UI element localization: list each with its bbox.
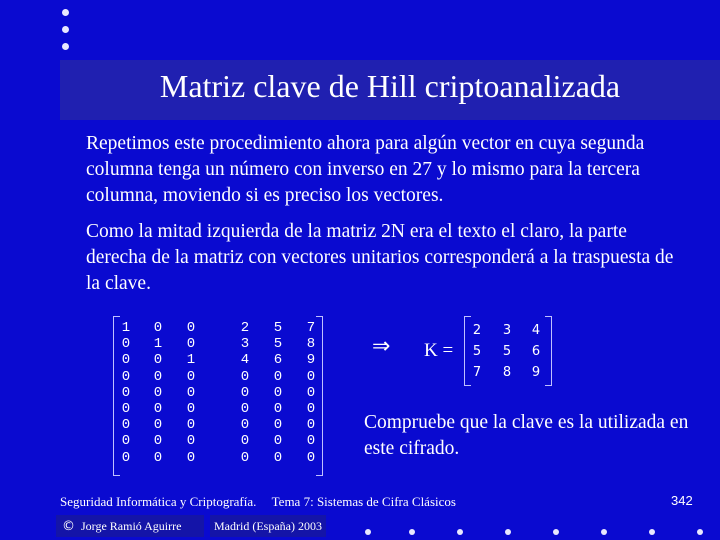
matrix-cell: 0: [153, 352, 163, 369]
matrix-cell: 0: [153, 384, 163, 401]
decorative-dot: [601, 529, 607, 535]
matrix-cell: 0: [121, 401, 131, 418]
matrix-cell: 0: [273, 449, 283, 466]
matrix-cell: 0: [240, 449, 250, 466]
matrix-cell: 0: [186, 336, 196, 353]
matrix-cell: 1: [186, 352, 196, 369]
key-cell: 6: [531, 344, 541, 359]
decorative-dot: [649, 529, 655, 535]
author-box: [56, 515, 204, 537]
matrix-column: [270, 320, 286, 466]
matrix-cell: 0: [240, 368, 250, 385]
matrix-cell: 0: [186, 433, 196, 450]
matrix-cell: 0: [273, 433, 283, 450]
matrix-cell: 1: [153, 336, 163, 353]
matrix-cell: 0: [121, 433, 131, 450]
decorative-dot: [62, 9, 69, 16]
matrix-cell: 0: [121, 384, 131, 401]
matrix-cell: 0: [306, 401, 316, 418]
matrix-cell: 0: [121, 352, 131, 369]
matrix-cell: 0: [240, 401, 250, 418]
key-column: [499, 320, 515, 383]
paragraph-procedure: Repetimos este procedimiento ahora para algún vector en cuya segunda columna tenga un número con inverso en 27 y lo mismo para la tercera columna, moviendo si es preciso los vectores.: [86, 133, 645, 206]
matrix-cell: 0: [186, 320, 196, 336]
matrix-cell: 0: [186, 449, 196, 466]
matrix-cell: 3: [240, 336, 250, 353]
matrix-cell: 0: [121, 449, 131, 466]
matrix-cell: 7: [306, 320, 316, 336]
decorative-dot: [553, 529, 559, 535]
matrix-cell: 0: [186, 384, 196, 401]
matrix-cell: 0: [240, 433, 250, 450]
key-cell: 5: [502, 344, 512, 359]
matrix-cell: 0: [273, 384, 283, 401]
key-cell: 2: [472, 323, 482, 338]
matrix-cell: 0: [306, 368, 316, 385]
matrix-cell: 2: [240, 320, 250, 336]
matrix-cell: 0: [306, 433, 316, 450]
matrix-column: [118, 320, 134, 466]
matrix-cell: 0: [186, 368, 196, 385]
matrix-cell: 0: [153, 368, 163, 385]
matrix-cell: 0: [306, 417, 316, 434]
matrix-cell: 0: [153, 320, 163, 336]
key-right-bracket: [545, 316, 552, 386]
matrix-cell: 0: [306, 384, 316, 401]
matrix-cell: 0: [186, 401, 196, 418]
matrix-cell: 0: [153, 449, 163, 466]
key-column: [469, 320, 485, 383]
matrix-cell: 0: [121, 336, 131, 353]
decorative-dot: [62, 43, 69, 50]
key-cell: 7: [472, 365, 482, 380]
key-cell: 3: [502, 323, 512, 338]
key-cell: 8: [502, 365, 512, 380]
matrix-column: [150, 320, 166, 466]
date-box: [210, 515, 326, 537]
implies-arrow-icon: ⇒: [372, 334, 391, 359]
paragraph-explanation: Como la mitad izquierda de la matriz 2N era el texto el claro, la parte derecha de la matriz con vectores unitarios corresponderá a la traspuesta de la clave.: [86, 221, 674, 294]
decorative-dot: [62, 26, 69, 33]
page-number: 342: [671, 493, 693, 508]
footer: [60, 494, 456, 510]
decorative-dot: [365, 529, 371, 535]
matrix-cell: 6: [273, 352, 283, 369]
matrix-cell: 0: [153, 401, 163, 418]
matrix-cell: 1: [121, 320, 131, 336]
matrix-column: [183, 320, 199, 466]
key-column: [528, 320, 544, 383]
matrix-cell: 8: [306, 336, 316, 353]
matrix-cell: 0: [273, 401, 283, 418]
decorative-dot: [697, 529, 703, 535]
matrix-cell: 5: [273, 320, 283, 336]
key-cell: 5: [472, 344, 482, 359]
verification-note: Compruebe que la clave es la utilizada en este cifrado.: [364, 412, 689, 459]
decorative-dot: [457, 529, 463, 535]
matrix-cell: 0: [153, 417, 163, 434]
matrix-cell: 0: [306, 449, 316, 466]
key-cell: 4: [531, 323, 541, 338]
decorative-dot: [409, 529, 415, 535]
decorative-dot: [505, 529, 511, 535]
matrix-cell: 0: [273, 368, 283, 385]
slide-title: Matriz clave de Hill criptoanalizada: [159, 68, 621, 104]
matrix-column: [303, 320, 319, 466]
key-cell: 9: [531, 365, 541, 380]
footer-date: Madrid (España) 2003: [214, 519, 322, 533]
matrix-cell: 0: [186, 417, 196, 434]
matrix-column: [237, 320, 253, 466]
footer-author: Jorge Ramió Aguirre: [81, 519, 182, 533]
key-label: K =: [424, 340, 454, 361]
matrix-cell: 0: [240, 417, 250, 434]
matrix-cell: 0: [240, 384, 250, 401]
footer-topic: Tema 7: Sistemas de Cifra Clásicos: [271, 494, 456, 509]
matrix-cell: 0: [273, 417, 283, 434]
matrix-cell: 5: [273, 336, 283, 353]
matrix-cell: 0: [121, 417, 131, 434]
matrix-cell: 0: [121, 368, 131, 385]
footer-course: Seguridad Informática y Criptografía.: [60, 494, 257, 509]
matrix-cell: 4: [240, 352, 250, 369]
matrix-cell: 9: [306, 352, 316, 369]
copyright-icon: ©: [62, 519, 75, 534]
matrix-cell: 0: [153, 433, 163, 450]
